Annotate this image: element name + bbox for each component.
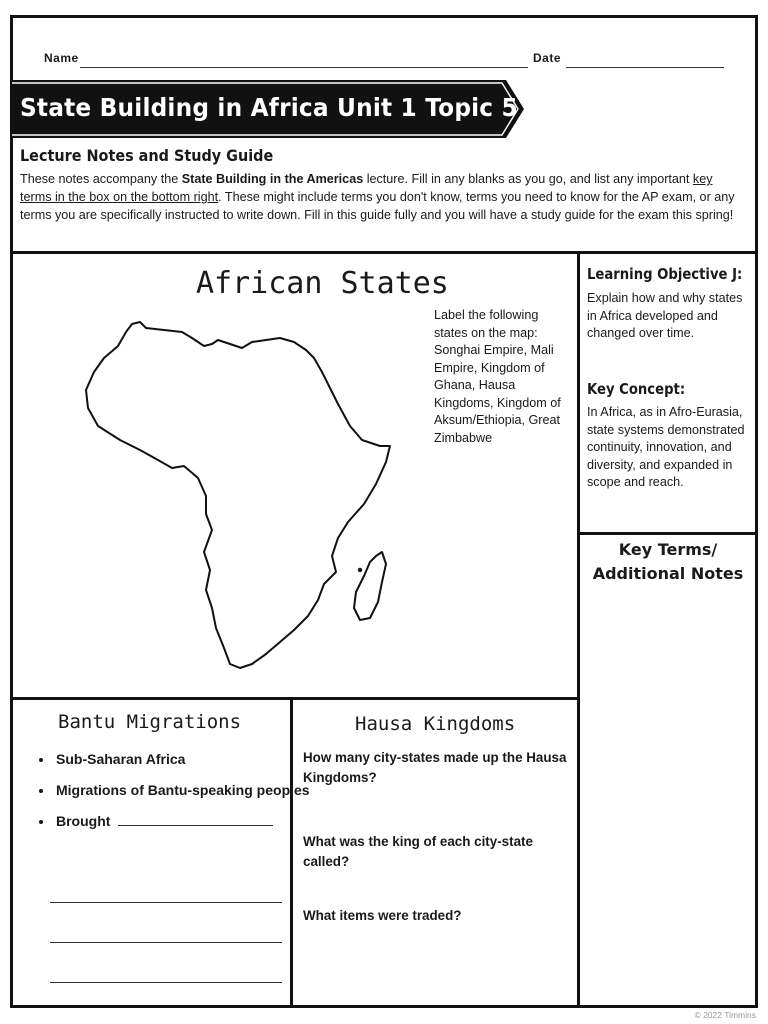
date-label: Date [533, 51, 562, 65]
hausa-question-2: What was the king of each city-state called? [303, 834, 533, 869]
answer-line[interactable] [50, 942, 282, 943]
answer-line[interactable] [50, 902, 282, 903]
divider-right-col [577, 251, 580, 1008]
name-label: Name [44, 51, 79, 65]
map-instructions: Label the following states on the map: Songhai Empire, Mali Empire, Kingdom of Ghana, Hausa Kingdoms, Kingdom of Aksum/Ethiopia, Great Zimbabwe [434, 308, 561, 445]
concept-text: In Africa, as in Afro-Eurasia, state systems demonstrated continuity, innovation, and diversity, and expanded in scope and reach. [587, 405, 745, 489]
list-item: • Brought [54, 806, 312, 837]
map-title: African States [196, 266, 449, 301]
divider-map-bottom [10, 697, 580, 700]
divider-top [10, 251, 758, 254]
divider-sidebar [577, 532, 758, 535]
bantu-bullet-list [32, 744, 312, 837]
key-terms-notes-area[interactable] [583, 600, 753, 1000]
intro-heading: Lecture Notes and Study Guide [20, 146, 274, 165]
list-item: • Migrations of Bantu-speaking peoples [54, 775, 312, 806]
africa-map-icon[interactable] [80, 300, 400, 680]
hausa-title: Hausa Kingdoms [355, 713, 516, 735]
list-item: • Sub-Saharan Africa [54, 744, 312, 775]
name-blank[interactable] [80, 67, 528, 68]
page-title: State Building in Africa Unit 1 Topic 5 [20, 93, 518, 122]
hausa-question-3: What items were traded? [303, 908, 462, 923]
key-terms-heading: Key Terms/ Additional Notes [592, 540, 744, 583]
objective-heading: Learning Objective J: [587, 265, 743, 283]
objective-text: Explain how and why states in Africa developed and changed over time. [587, 291, 743, 340]
bantu-title: Bantu Migrations [58, 711, 242, 733]
hausa-question-1: How many city-states made up the Hausa Kingdoms? [303, 750, 567, 785]
intro-paragraph: These notes accompany the State Building in the Americas lecture. Fill in any blanks as you go, and list any important key terms in the box on the bottom right. These might include terms you don't know, terms you need to know for the AP exam, or any terms you are specifically instructed to write down. Fill in this guide fully and you will have a study guide for the exam this spring! [20, 172, 735, 222]
answer-line[interactable] [50, 982, 282, 983]
concept-heading: Key Concept: [587, 380, 686, 398]
date-blank[interactable] [566, 67, 724, 68]
copyright-text: © 2022 Timmins [694, 1010, 756, 1020]
brought-blank[interactable] [118, 815, 273, 826]
